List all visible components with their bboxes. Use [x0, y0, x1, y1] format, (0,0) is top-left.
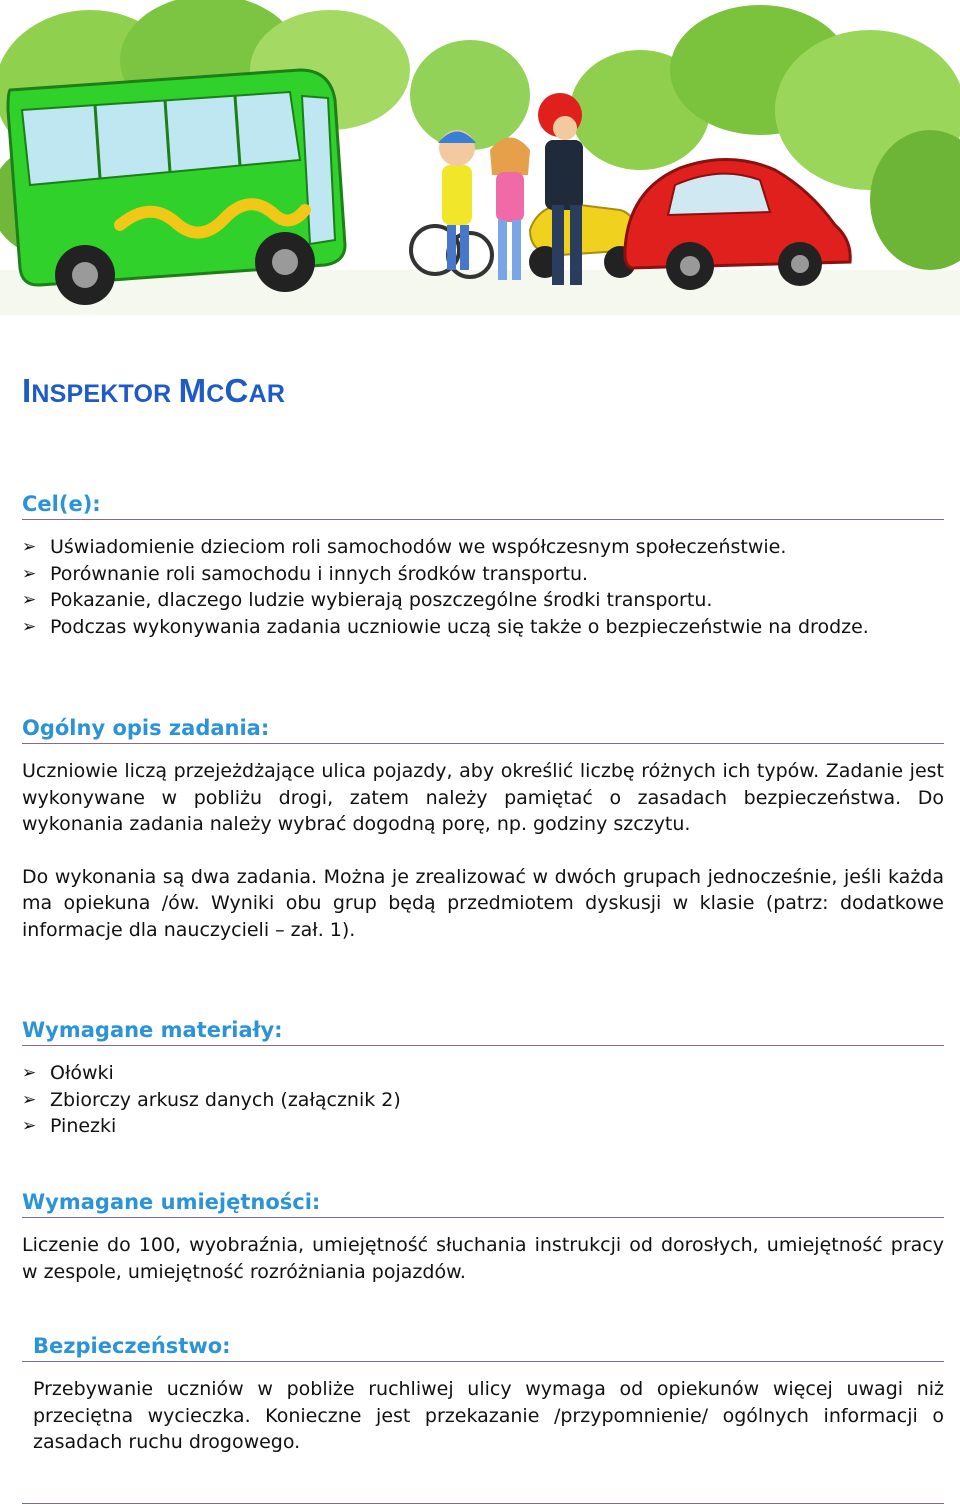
list-item: ➢ Ołówki: [22, 1060, 944, 1087]
description-paragraph-2: Do wykonania są dwa zadania. Można je zrealizować w dwóch grupach jednocześnie, jeśli każda ma opiekuna /ów. Wyniki obu grup będą przedmiotem dyskusji w klasie (patrz: dodatkowe informacje dla nauczycieli – zał. 1).: [22, 865, 944, 941]
description-heading: Ogólny opis zadania:: [22, 716, 944, 744]
list-item: ➢ Podczas wykonywania zadania uczniowie uczą się także o bezpieczeństwie na drodze.: [22, 614, 944, 641]
list-item: ➢ Zbiorczy arkusz danych (załącznik 2): [22, 1087, 944, 1114]
list-item: ➢ Pinezki: [22, 1113, 944, 1140]
girl-icon: [490, 138, 530, 281]
arrow-bullet-icon: ➢: [22, 537, 37, 557]
page-title: INSPEKTOR MCCAR: [22, 372, 286, 409]
arrow-bullet-icon: ➢: [22, 1089, 37, 1110]
skills-section: [22, 1190, 944, 1285]
bus-icon: [8, 70, 345, 305]
materials-section: [22, 1018, 944, 1140]
list-item: ➢ Pokazanie, dlaczego ludzie wybierają poszczególne środki transportu.: [22, 587, 944, 614]
safety-section: [22, 1334, 944, 1456]
safety-paragraph: Przebywanie uczniów w pobliże ruchliwej ulicy wymaga od opiekunów więcej uwagi niż przeciętna wycieczka. Konieczne jest przekazanie /przypomnienie/ ogólnych informacji o zasadach ruchu drogowego.: [33, 1378, 944, 1453]
goals-heading: Cel(e):: [22, 492, 944, 520]
skills-paragraph: Liczenie do 100, wyobraźnia, umiejętność słuchania instrukcji od dorosłych, umiejętność pracy w zespole, umiejętność rozróżniania pojazdów.: [22, 1234, 944, 1283]
arrow-bullet-icon: ➢: [22, 590, 37, 610]
materials-list: [22, 1060, 944, 1140]
list-item: ➢ Uświadomienie dzieciom roli samochodów we współczesnym społeczeństwie.: [22, 534, 944, 561]
arrow-bullet-icon: ➢: [22, 1063, 37, 1083]
goals-list: [22, 534, 944, 640]
goals-section: [22, 492, 944, 640]
description-section: [22, 716, 944, 943]
header-illustration: [0, 0, 960, 320]
safety-heading: Bezpieczeństwo:: [22, 1334, 944, 1362]
description-paragraph-1: Uczniowie liczą przejeżdżające ulica pojazdy, aby określić liczbę różnych ich typów. Zadanie jest wykonywane w pobliżu drogi, zatem należy pamiętać o zasadach bezpieczeństwa. Do wykonania zadania należy wybrać dogodną porę, np. godziny szczytu.: [22, 760, 944, 835]
skills-heading: Wymagane umiejętności:: [22, 1190, 944, 1218]
list-item: ➢ Porównanie roli samochodu i innych środków transportu.: [22, 561, 944, 588]
arrow-bullet-icon: ➢: [22, 563, 37, 584]
materials-heading: Wymagane materiały:: [22, 1018, 944, 1046]
arrow-bullet-icon: ➢: [22, 616, 37, 637]
arrow-bullet-icon: ➢: [22, 1116, 37, 1136]
cyclist-child-icon: [411, 130, 492, 277]
bottom-rule: [22, 1503, 944, 1504]
